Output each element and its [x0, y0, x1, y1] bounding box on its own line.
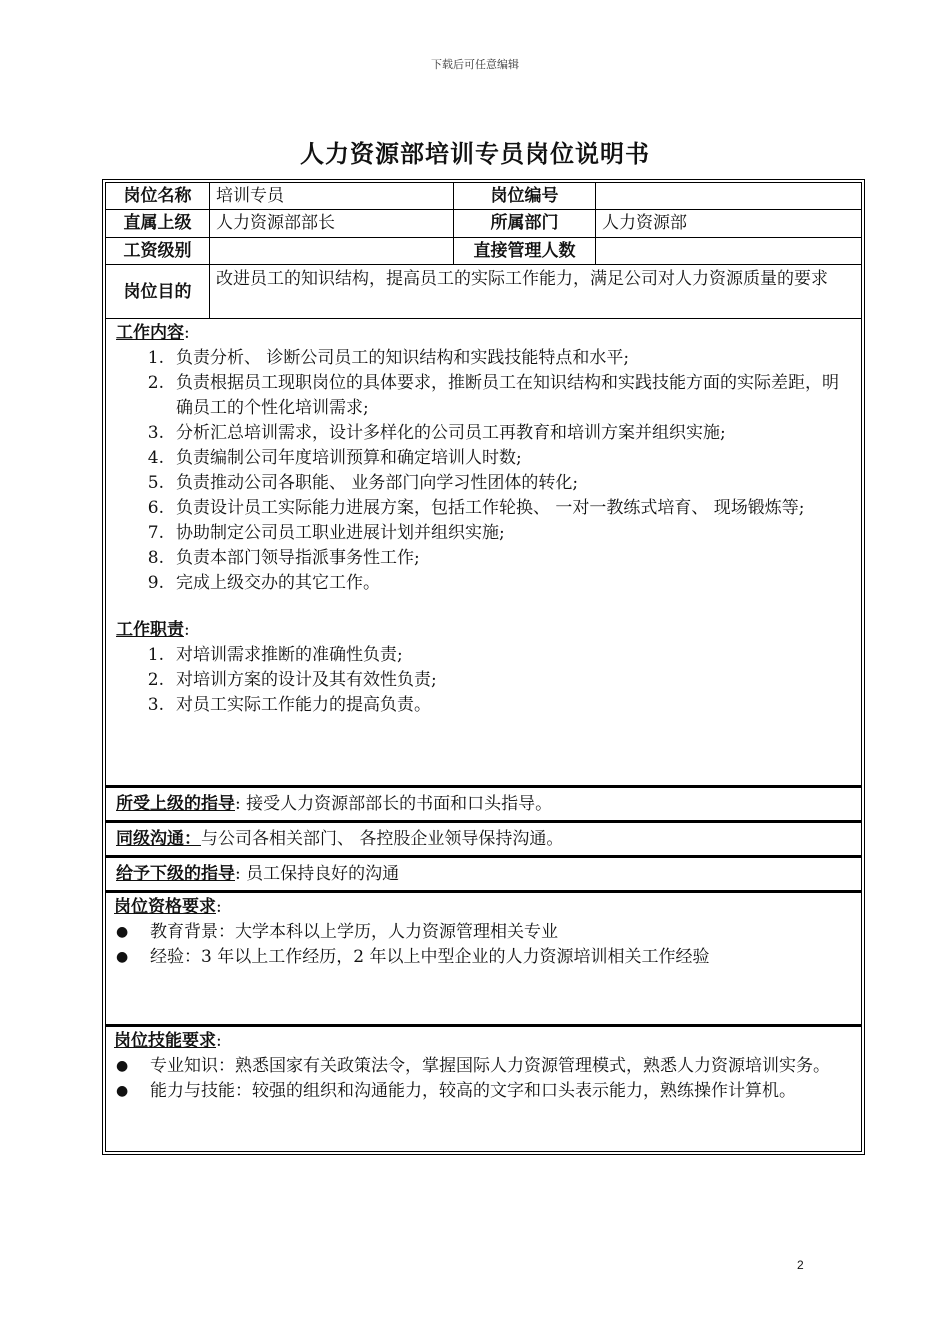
peer-communication-text: 与公司各相关部门、 各控股企业领导保持沟通。	[201, 829, 564, 849]
qualifications-section	[106, 893, 861, 1024]
item-text: 负责推动公司各职能、 业务部门向学习性团体的转化;	[176, 473, 579, 493]
colon: :	[235, 794, 241, 814]
work-content-section	[106, 319, 861, 785]
department-label: 所属部门	[454, 210, 596, 237]
purpose-value: 改进员工的知识结构，提高员工的实际工作能力，满足公司对人力资源质量的要求	[216, 269, 828, 289]
row-work-content	[106, 319, 861, 786]
row-peer-communication	[106, 821, 861, 856]
colon: :	[184, 323, 190, 343]
skills-list	[114, 1054, 853, 1104]
work-content-list	[116, 346, 853, 596]
list-item	[114, 920, 853, 945]
list-item	[116, 643, 853, 668]
guidance-received-text: 接受人力资源部部长的书面和口头指导。	[246, 794, 553, 814]
duties-list	[116, 643, 853, 718]
row-superior	[106, 210, 861, 238]
row-purpose	[106, 265, 861, 319]
item-text: 对培训方案的设计及其有效性负责;	[176, 670, 437, 690]
superior-label: 直属上级	[106, 210, 210, 237]
item-text: 负责分析、 诊断公司员工的知识结构和实践技能特点和水平;	[176, 348, 630, 368]
row-position-name	[106, 183, 861, 210]
page-number: 2	[797, 1258, 804, 1272]
job-description-form	[105, 182, 862, 1152]
bullet-icon: ●	[116, 924, 129, 940]
item-text: 协助制定公司员工职业进展计划并组织实施;	[176, 523, 505, 543]
item-text: 负责根据员工现职岗位的具体要求，推断员工在知识结构和实践技能方面的实际差距，明确员工的个性化培训需求;	[176, 373, 839, 418]
item-number: 7.	[147, 523, 164, 543]
peer-communication	[106, 823, 571, 855]
position-name-label: 岗位名称	[106, 183, 210, 209]
item-number: 1.	[147, 645, 164, 665]
item-number: 8.	[147, 548, 164, 568]
qualifications-heading: 岗位资格要求	[114, 897, 216, 917]
peer-communication-heading: 同级沟通：	[116, 829, 201, 849]
item-number: 6.	[147, 498, 164, 518]
item-number: 3.	[147, 423, 164, 443]
header-note: 下载后可任意编辑	[431, 58, 519, 71]
row-guidance-received	[106, 786, 861, 821]
item-text: 经验：3 年以上工作经历，2 年以上中型企业的人力资源培训相关工作经验	[150, 947, 710, 967]
colon: :	[184, 620, 190, 640]
list-item	[116, 496, 853, 521]
item-text: 专业知识：熟悉国家有关政策法令，掌握国际人力资源管理模式，熟悉人力资源培训实务。	[150, 1056, 830, 1076]
item-number: 1.	[147, 348, 164, 368]
item-number: 2.	[147, 670, 164, 690]
work-content-heading: 工作内容	[116, 323, 184, 343]
list-item	[114, 1079, 853, 1104]
guidance-received-heading: 所受上级的指导	[116, 794, 235, 814]
list-item	[116, 693, 853, 718]
bullet-icon: ●	[116, 949, 129, 965]
row-salary	[106, 238, 861, 265]
duties-heading: 工作职责	[116, 620, 184, 640]
list-item	[116, 421, 853, 446]
list-item	[114, 945, 853, 970]
item-number: 9.	[147, 573, 164, 593]
list-item	[116, 346, 853, 371]
list-item	[116, 471, 853, 496]
item-number: 3.	[147, 695, 164, 715]
item-text: 负责本部门领导指派事务性工作;	[176, 548, 420, 568]
bullet-icon: ●	[116, 1058, 129, 1074]
colon: :	[235, 864, 241, 884]
item-number: 5.	[147, 473, 164, 493]
item-text: 能力与技能：较强的组织和沟通能力，较高的文字和口头表示能力，熟练操作计算机。	[150, 1081, 796, 1101]
purpose-label: 岗位目的	[106, 265, 210, 318]
item-text: 负责设计员工实际能力进展方案，包括工作轮换、 一对一教练式培育、 现场锻炼等;	[176, 498, 805, 518]
position-code-label: 岗位编号	[454, 183, 596, 209]
list-item	[116, 546, 853, 571]
list-item	[116, 521, 853, 546]
superior-value: 人力资源部部长	[210, 210, 454, 237]
list-item	[116, 668, 853, 693]
colon: :	[216, 1031, 222, 1051]
managed-count-label: 直接管理人数	[454, 238, 596, 264]
item-text: 教育背景：大学本科以上学历，人力资源管理相关专业	[150, 922, 558, 942]
row-guidance-given	[106, 856, 861, 891]
managed-count-value	[596, 238, 861, 264]
list-item	[116, 446, 853, 471]
item-text: 负责编制公司年度培训预算和确定培训人时数;	[176, 448, 522, 468]
guidance-received	[106, 788, 560, 820]
item-text: 完成上级交办的其它工作。	[176, 573, 380, 593]
position-name-value: 培训专员	[210, 183, 454, 209]
colon: :	[216, 897, 222, 917]
position-code-value	[596, 183, 861, 209]
bullet-icon: ●	[116, 1083, 129, 1099]
guidance-given-heading: 给予下级的指导	[116, 864, 235, 884]
list-item	[116, 571, 853, 596]
row-qualifications	[106, 891, 861, 1025]
item-number: 2.	[147, 373, 164, 393]
list-item	[114, 1054, 853, 1079]
qualifications-list	[114, 920, 853, 970]
item-text: 对培训需求推断的准确性负责;	[176, 645, 403, 665]
item-text: 对员工实际工作能力的提高负责。	[176, 695, 431, 715]
row-skills	[106, 1025, 861, 1151]
skills-heading: 岗位技能要求	[114, 1031, 216, 1051]
item-text: 分析汇总培训需求，设计多样化的公司员工再教育和培训方案并组织实施;	[176, 423, 726, 443]
item-number: 4.	[147, 448, 164, 468]
skills-section	[106, 1027, 861, 1151]
salary-level-label: 工资级别	[106, 238, 210, 264]
list-item	[116, 371, 853, 421]
salary-level-value	[210, 238, 454, 264]
guidance-given	[106, 858, 407, 890]
document-title: 人力资源部培训专员岗位说明书	[300, 139, 650, 168]
department-value: 人力资源部	[602, 213, 687, 233]
guidance-given-text: 员工保持良好的沟通	[246, 864, 400, 884]
